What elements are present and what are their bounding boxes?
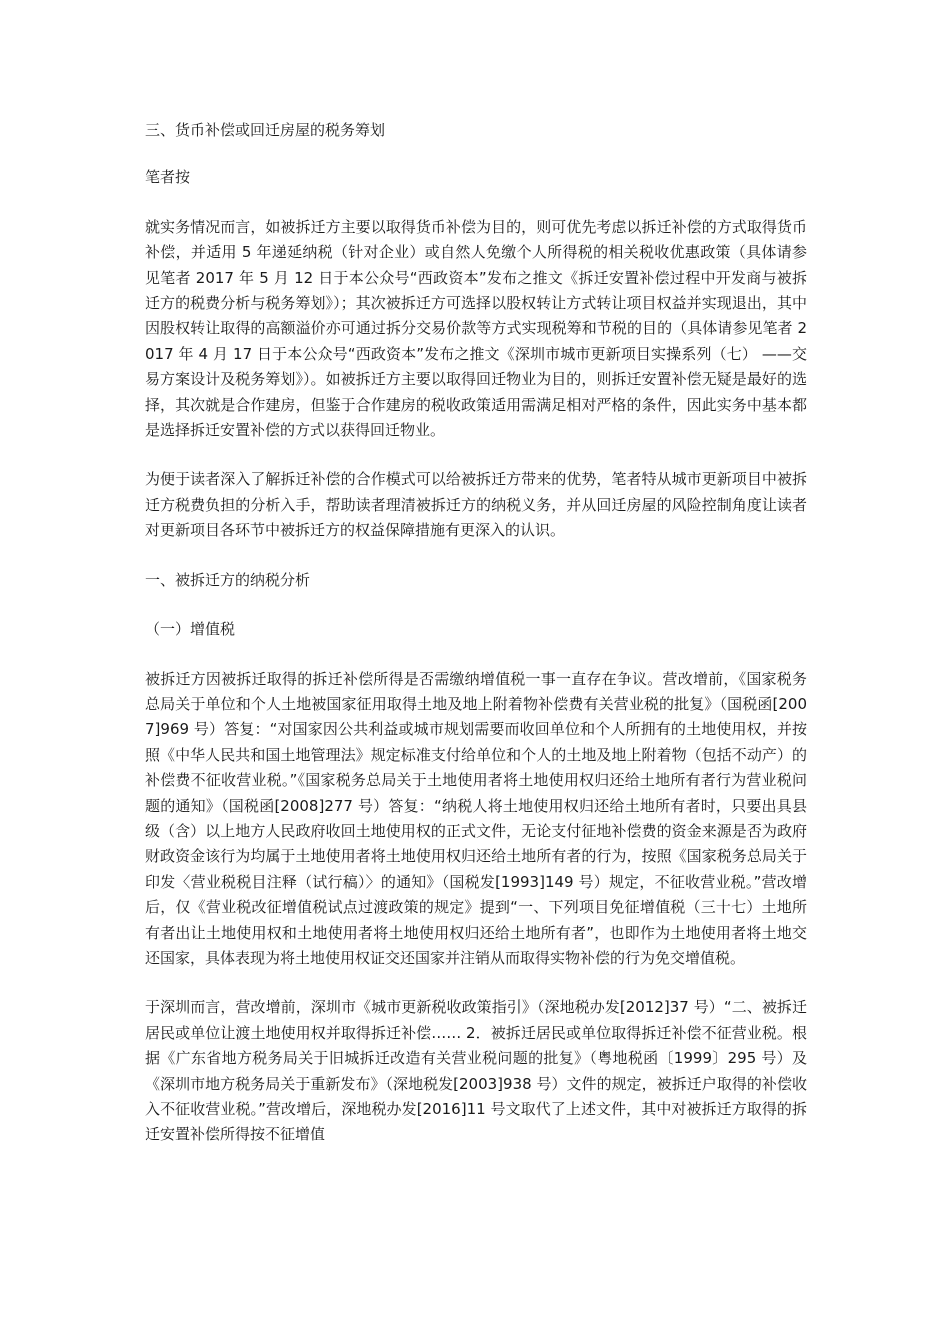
sub-subsection-title: （一）增值税 [145,620,236,639]
section-title: 三、货币补偿或回迁房屋的税务筹划 [145,121,386,139]
paragraph-overview: 就实务情况而言，如被拆迁方主要以取得货币补偿为目的，则可优先考虑以拆迁补偿的方式取得货币补偿，并适用 5 年递延纳税（针对企业）或自然人免缴个人所得税的相关税收优惠政策（具体请参见笔者 2017 年 5 月 12 日于本公众号“西政资本”发布之推文《拆迁安置补偿过程中开发商与被拆迁方的税费分析与税务筹划》）；其次被拆迁方可选择以股权转让方式转让项目权益并实现退出，其中因股权转让取得的高额溢价亦可通过拆分交易价款等方式实现税筹和节税的目的（具体请参见笔者 2017 年 4 月 17 日于本公众号“西政资本”发布之推文《深圳市城市更新项目实操系列（七） ——交易方案设计及税务筹划》）。如被拆迁方主要以取得回迁物业为目的，则拆迁安置补偿无疑是最好的选择，其次就是合作建房，但鉴于合作建房的税收政策适用需满足相对严格的条件，因此实务中基本都是选择拆迁安置补偿的方式以获得回迁物业。 [145,217,807,440]
document-page [145,118,807,1148]
subsection-title: 一、被拆迁方的纳税分析 [145,570,311,589]
paragraph-intro: 为便于读者深入了解拆迁补偿的合作模式可以给被拆迁方带来的优势，笔者特从城市更新项目中被拆迁方税费负担的分析入手，帮助读者理清被拆迁方的纳税义务，并从回迁房屋的风险控制角度让读者对更新项目各环节中被拆迁方的权益保障措施有更深入的认识。 [145,470,807,540]
paragraph-vat-dispute: 被拆迁方因被拆迁取得的拆迁补偿所得是否需缴纳增值税一事一直存在争议。营改增前，《国家税务总局关于单位和个人土地被国家征用取得土地及地上附着物补偿费有关营业税的批复》（国税函[2007]969 号）答复：“对国家因公共利益或城市规划需要而收回单位和个人所拥有的土地使用权，并按照《中华人民共和国土地管理法》规定标准支付给单位和个人的土地及地上附着物（包括不动产）的补偿费不征收营业税。”《国家税务总局关于土地使用者将土地使用权归还给土地所有者行为营业税问题的通知》（国税函[2008]277 号）答复：“纳税人将土地使用权归还给土地所有者时，只要出具县级（含）以上地方人民政府收回土地使用权的正式文件，无论支付征地补偿费的资金来源是否为政府财政资金该行为均属于土地使用者将土地使用权归还给土地所有者的行为，按照《国家税务总局关于印发〈营业税税目注释（试行稿）〉的通知》（国税发[1993]149 号）规定，不征收营业税。”营改增后，仅《营业税改征增值税试点过渡政策的规定》提到“一、下列项目免征增值税（三十七）土地所有者出让土地使用权和土地使用者将土地使用权归还给土地所有者”，也即作为土地使用者将土地交还国家，具体表现为将土地使用权证交还国家并注销从而取得实物补偿的行为免交增值税。 [145,669,807,967]
paragraph-shenzhen: 于深圳而言，营改增前，深圳市《城市更新税收政策指引》（深地税办发[2012]37 号）“二、被拆迁居民或单位让渡土地使用权并取得拆迁补偿…… 2．被拆迁居民或单位取得拆迁补偿不征营业税。根据《广东省地方税务局关于旧城拆迁改造有关营业税问题的批复》（粤地税函〔1999〕295 号）及《深圳市地方税务局关于重新发布》（深地税发[2003]938 号）文件的规定，被拆迁户取得的补偿收入不征收营业税。”营改增后，深地税办发[2016]11 号文取代了上述文件，其中对被拆迁方取得的拆迁安置补偿所得按不征增值 [145,998,807,1144]
author-note-label: 笔者按 [145,168,191,187]
